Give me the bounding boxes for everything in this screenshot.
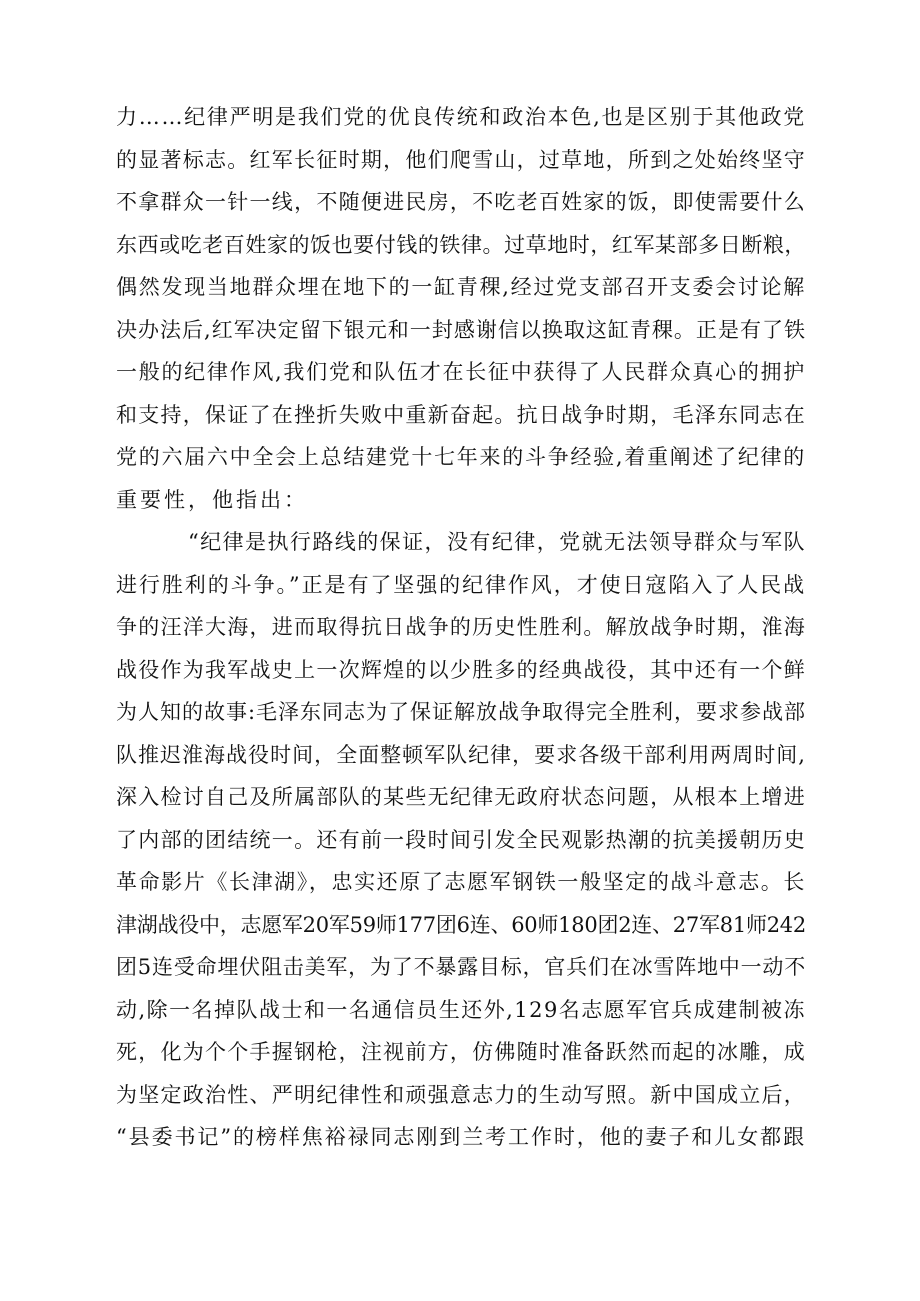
text-line: 团5连受命埋伏阻击美军，为了不暴露目标，官兵们在冰雪阵地中一动不 xyxy=(116,955,806,979)
body-text xyxy=(116,96,806,1159)
text-line: 革命影片《长津湖》，忠实还原了志愿军钢铁一般坚定的战斗意志。长 xyxy=(116,870,806,894)
text-line: 力……纪律严明是我们党的优良传统和政治本色,也是区别于其他政党 xyxy=(116,105,806,129)
text-line: 津湖战役中，志愿军20军59师177团6连、60师180团2连、27军81师242 xyxy=(116,912,806,937)
quote-line: “纪律是执行路线的保证，没有纪律，党就无法领导群众与军队 xyxy=(188,530,806,554)
text-line: 深入检讨自己及所属部队的某些无纪律无政府状态问题，从根本上增进 xyxy=(116,785,806,809)
text-line: “县委书记”的榜样焦裕禄同志刚到兰考工作时，他的妻子和儿女都跟 xyxy=(116,1125,806,1149)
text-line: 了内部的团结统一。还有前一段时间引发全民观影热潮的抗美援朝历史 xyxy=(116,827,806,852)
text-line: 为坚定政治性、严明纪律性和顽强意志力的生动写照。新中国成立后， xyxy=(116,1082,806,1107)
text-line: 偶然发现当地群众埋在地下的一缸青稞,经过党支部召开支委会讨论解 xyxy=(116,275,806,299)
text-line: 一般的纪律作风,我们党和队伍才在长征中获得了人民群众真心的拥护 xyxy=(116,360,806,384)
text-line: 决办法后,红军决定留下银元和一封感谢信以换取这缸青稞。正是有了铁 xyxy=(116,317,806,342)
text-line: 战役作为我军战史上一次辉煌的以少胜多的经典战役，其中还有一个鲜 xyxy=(116,657,806,682)
text-line: 不拿群众一针一线，不随便进民房，不吃老百姓家的饭，即使需要什么 xyxy=(116,190,806,214)
text-line: 党的六届六中全会上总结建党十七年来的斗争经验,着重阐述了纪律的 xyxy=(116,445,806,469)
text-line: 的显著标志。红军长征时期，他们爬雪山，过草地，所到之处始终坚守 xyxy=(116,147,806,172)
text-line: 重要性，他指出： xyxy=(116,487,308,512)
text-line: 为人知的故事:毛泽东同志为了保证解放战争取得完全胜利，要求参战部 xyxy=(116,700,806,724)
text-line: 动,除一名掉队战士和一名通信员生还外,129名志愿军官兵成建制被冻 xyxy=(116,997,806,1022)
text-line: 争的汪洋大海，进而取得抗日战争的历史性胜利。解放战争时期，淮海 xyxy=(116,615,806,639)
text-line: 和支持，保证了在挫折失败中重新奋起。抗日战争时期，毛泽东同志在 xyxy=(116,402,806,427)
text-line: 队推迟淮海战役时间，全面整顿军队纪律，要求各级干部利用两周时间, xyxy=(116,742,806,767)
text-line: 进行胜利的斗争。”正是有了坚强的纪律作风，才使日寇陷入了人民战 xyxy=(116,572,806,597)
text-line: 东西或吃老百姓家的饭也要付钱的铁律。过草地时，红军某部多日断粮， xyxy=(116,232,806,257)
text-line: 死，化为个个手握钢枪，注视前方，仿佛随时准备跃然而起的冰雕，成 xyxy=(116,1040,806,1064)
